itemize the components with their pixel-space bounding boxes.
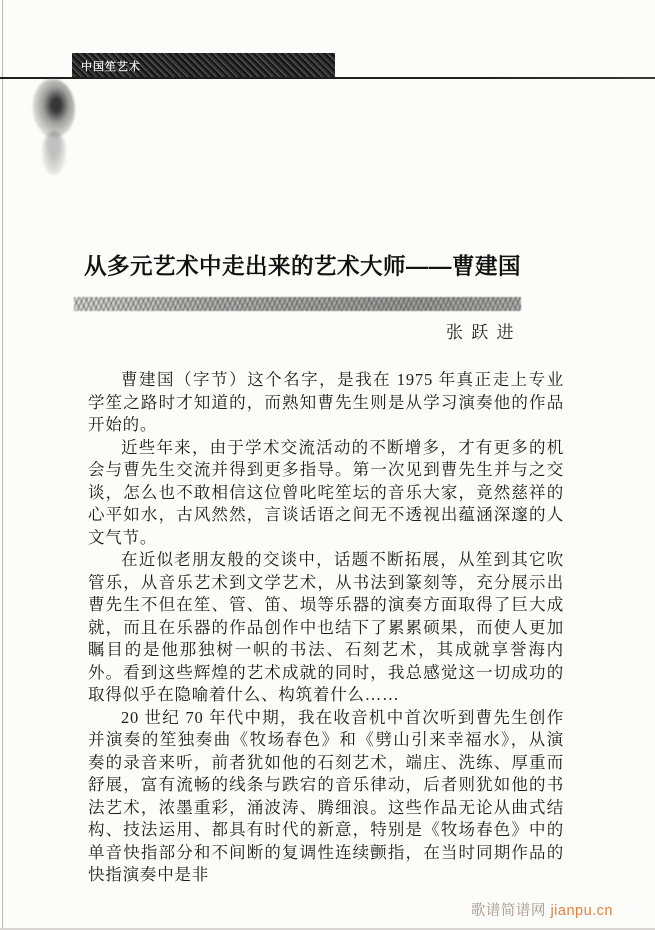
header-divider-rule — [0, 77, 655, 79]
article-title: 从多元艺术中走出来的艺术大师——曹建国 — [84, 254, 522, 279]
watermark — [471, 899, 613, 920]
running-head-label: 中国笙艺术 — [81, 60, 141, 73]
paragraph: 曹建国（字节）这个名字，是我在 1975 年真正走上专业学笙之路时才知道的，而熟知曹先生则是从学习演奏他的作品开始的。 — [88, 370, 564, 434]
watermark-site-url: jianpu.cn — [550, 903, 613, 919]
page-edge-line — [2, 0, 3, 928]
paragraph: 在近似老朋友般的交谈中，话题不断拓展，从笙到其它吹管乐，从音乐艺术到文学艺术，从书法到篆刻等，充分展示出曹先生不但在笙、管、笛、埙等乐器的演奏方面取得了巨大成就，而且在乐器的作品创作中也结下了累累硕果，而使人更加瞩目的是他那独树一帜的书法、石刻艺术，其成就享誉海内外。看到这些辉煌的艺术成就的同时，我总感觉这一切成功的取得似乎在隐喻着什么、构筑着什么…… — [88, 550, 564, 704]
ink-smudge-tail — [42, 131, 66, 175]
author-byline: 张 跃 进 — [446, 323, 516, 342]
paragraph: 20 世纪 70 年代中期，我在收音机中首次听到曹先生创作并演奏的笙独奏曲《牧场春色》和《劈山引来幸福水》，从演奏的录音来听，前者犹如他的石刻艺术，端庄、洗练、厚重而舒展，富有流畅的线条与跌宕的音乐律动，后者则犹如他的书法艺术，浓墨重彩，涌波涛、腾细浪。这些作品无论从曲式结构、技法运用、都具有时代的新意，特别是《牧场春色》中的单音快指部分和不间断的复调性连续颤指，在当时同期作品的快指演奏中是非 — [88, 707, 564, 884]
article-body — [88, 369, 564, 887]
running-head-band — [72, 53, 335, 78]
ink-smudge — [33, 79, 75, 137]
title-underline-band — [74, 297, 521, 311]
paragraph: 近些年来，由于学术交流活动的不断增多，才有更多的机会与曹先生交流并得到更多指导。第一次见到曹先生并与之交谈，怎么也不敢相信这位曾叱咤笙坛的音乐大家，竟然慈祥的心平如水，古风然然，言谈话语之间无不透视出蕴涵深邃的人文气节。 — [88, 437, 564, 547]
watermark-site-name: 歌谱简谱网 — [470, 903, 546, 919]
